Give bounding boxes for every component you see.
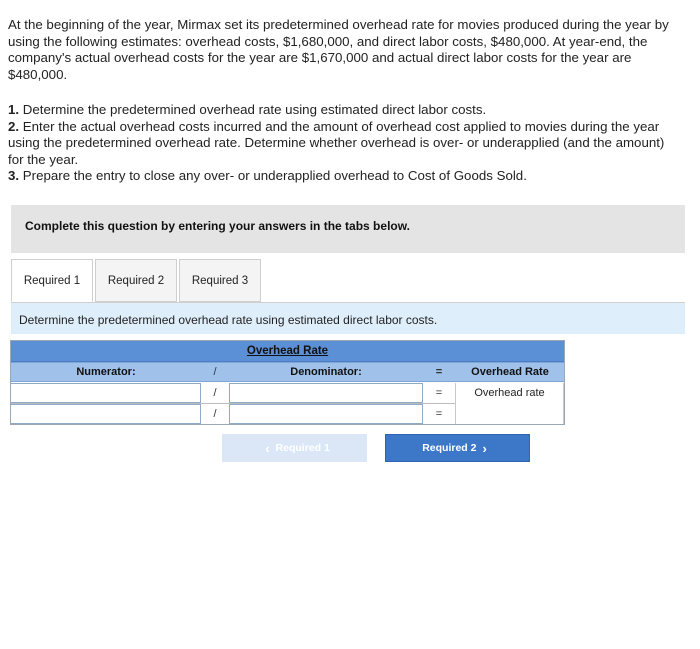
- task-number: 3.: [8, 168, 20, 184]
- table-row: [10, 383, 565, 404]
- overhead-rate-grid: [10, 340, 565, 425]
- prompt-text: Determine the predetermined overhead rate using estimated direct labor costs.: [19, 313, 438, 327]
- result-header: Overhead Rate: [471, 366, 549, 378]
- chevron-left-icon: ‹: [265, 440, 270, 456]
- instruction-bar: [11, 205, 685, 253]
- grid-header-row: [10, 362, 565, 382]
- task-number: 1.: [8, 102, 20, 117]
- tab-label: Required 3: [191, 274, 249, 287]
- table-row: [10, 404, 565, 425]
- denominator-header: Denominator:: [290, 366, 362, 378]
- grid-title: Overhead Rate: [246, 345, 329, 357]
- prev-button-label: Required 1: [275, 442, 330, 454]
- problem-statement: [8, 17, 678, 83]
- result-cell-2: [455, 404, 564, 425]
- task-item-1: [8, 102, 683, 119]
- grid-title-row: [10, 340, 565, 362]
- tab-required-3[interactable]: [179, 259, 261, 302]
- divide-symbol: /: [213, 408, 217, 420]
- task-list: [8, 102, 683, 185]
- numerator-input-1[interactable]: [10, 383, 201, 403]
- tab-required-2[interactable]: [95, 259, 177, 302]
- equals-symbol: =: [435, 366, 443, 378]
- numerator-input-2[interactable]: [10, 404, 201, 424]
- prev-required-button[interactable]: [222, 434, 367, 462]
- divide-symbol: /: [213, 366, 217, 378]
- divide-symbol: /: [213, 387, 217, 399]
- next-button-label: Required 2: [422, 442, 477, 454]
- tab-required-1[interactable]: [11, 259, 93, 302]
- equals-symbol: =: [435, 387, 443, 399]
- tab-label: Required 2: [107, 274, 165, 287]
- tab-label: Required 1: [23, 274, 81, 287]
- task-text: Prepare the entry to close any over- or underapplied overhead to Cost of Goods Sold.: [19, 168, 527, 184]
- chevron-right-icon: ›: [482, 440, 487, 456]
- instruction-text: Complete this question by entering your answers in the tabs below.: [25, 219, 410, 233]
- prompt-bar: [11, 302, 685, 334]
- equals-symbol: =: [435, 408, 443, 420]
- problem-paragraph: At the beginning of the year, Mirmax set its predetermined overhead rate for movies produced during the year by using the following estimates: overhead costs, $1,680,000, and direct labor costs, $480,000. At year-end, the company's actual overhead costs for the year are $1,670,000 and actual direct labor costs for the year are $480,000.: [8, 17, 669, 82]
- denominator-input-2[interactable]: [229, 404, 423, 424]
- task-item-2: [8, 119, 683, 169]
- task-text: Enter the actual overhead costs incurred and the amount of overhead cost applied to movies during the year using the predetermined overhead rate. Determine whether overhead is over- or underapplied (and the amount) for the year.: [8, 118, 665, 167]
- task-item-3: [8, 168, 683, 185]
- denominator-input-1[interactable]: [229, 383, 423, 403]
- task-number: 2.: [8, 118, 20, 134]
- numerator-header: Numerator:: [76, 366, 136, 378]
- result-cell-1: Overhead rate: [455, 383, 564, 404]
- task-text: Determine the predetermined overhead rate using estimated direct labor costs.: [19, 102, 487, 117]
- next-required-button[interactable]: [385, 434, 530, 462]
